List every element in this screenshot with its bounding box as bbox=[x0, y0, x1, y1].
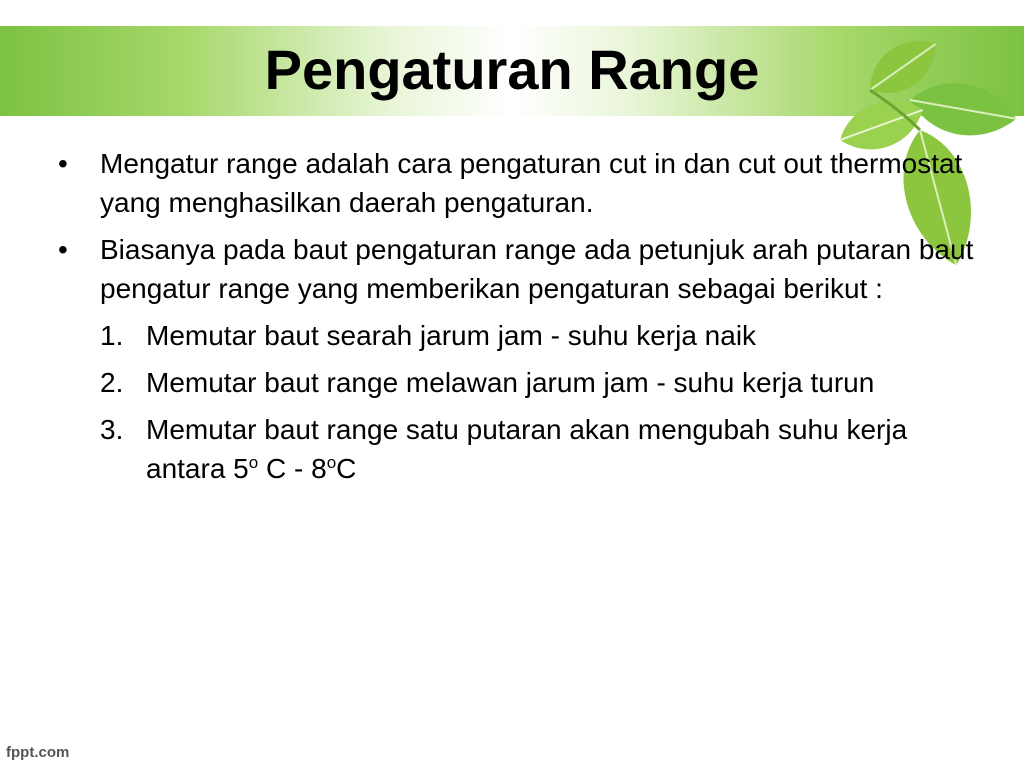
numbered-text-part: Memutar baut range satu putaran akan mengubah suhu kerja antara 5 bbox=[146, 414, 908, 484]
numbered-text: Memutar baut range melawan jarum jam - suhu kerja turun bbox=[146, 367, 875, 398]
bullet-marker: • bbox=[58, 148, 68, 179]
numbered-text bbox=[146, 414, 907, 484]
number-marker: 3. bbox=[100, 414, 124, 445]
number-marker: 2. bbox=[100, 367, 124, 398]
numbered-item-1 bbox=[58, 316, 988, 355]
numbered-text-part: C - 8 bbox=[258, 453, 327, 484]
degree-superscript: o bbox=[248, 453, 259, 472]
degree-superscript: o bbox=[326, 453, 337, 472]
numbered-text: Memutar baut searah jarum jam - suhu kerja naik bbox=[146, 320, 757, 351]
bullet-marker: • bbox=[58, 234, 68, 265]
slide-body bbox=[58, 144, 988, 496]
watermark: fppt.com bbox=[6, 744, 70, 761]
numbered-text-part: C bbox=[336, 453, 357, 484]
numbered-item-3 bbox=[58, 410, 988, 488]
bullet-item-2 bbox=[58, 230, 988, 308]
number-marker: 1. bbox=[100, 320, 124, 351]
slide-title: Pengaturan Range bbox=[264, 38, 760, 101]
bullet-item-1 bbox=[58, 144, 988, 222]
bullet-text: Biasanya pada baut pengaturan range ada petunjuk arah putaran baut pengatur range yang memberikan pengaturan sebagai berikut : bbox=[100, 234, 974, 304]
bullet-text: Mengatur range adalah cara pengaturan cut in dan cut out thermostat yang menghasilkan daerah pengaturan. bbox=[100, 148, 963, 218]
numbered-item-2 bbox=[58, 363, 988, 402]
